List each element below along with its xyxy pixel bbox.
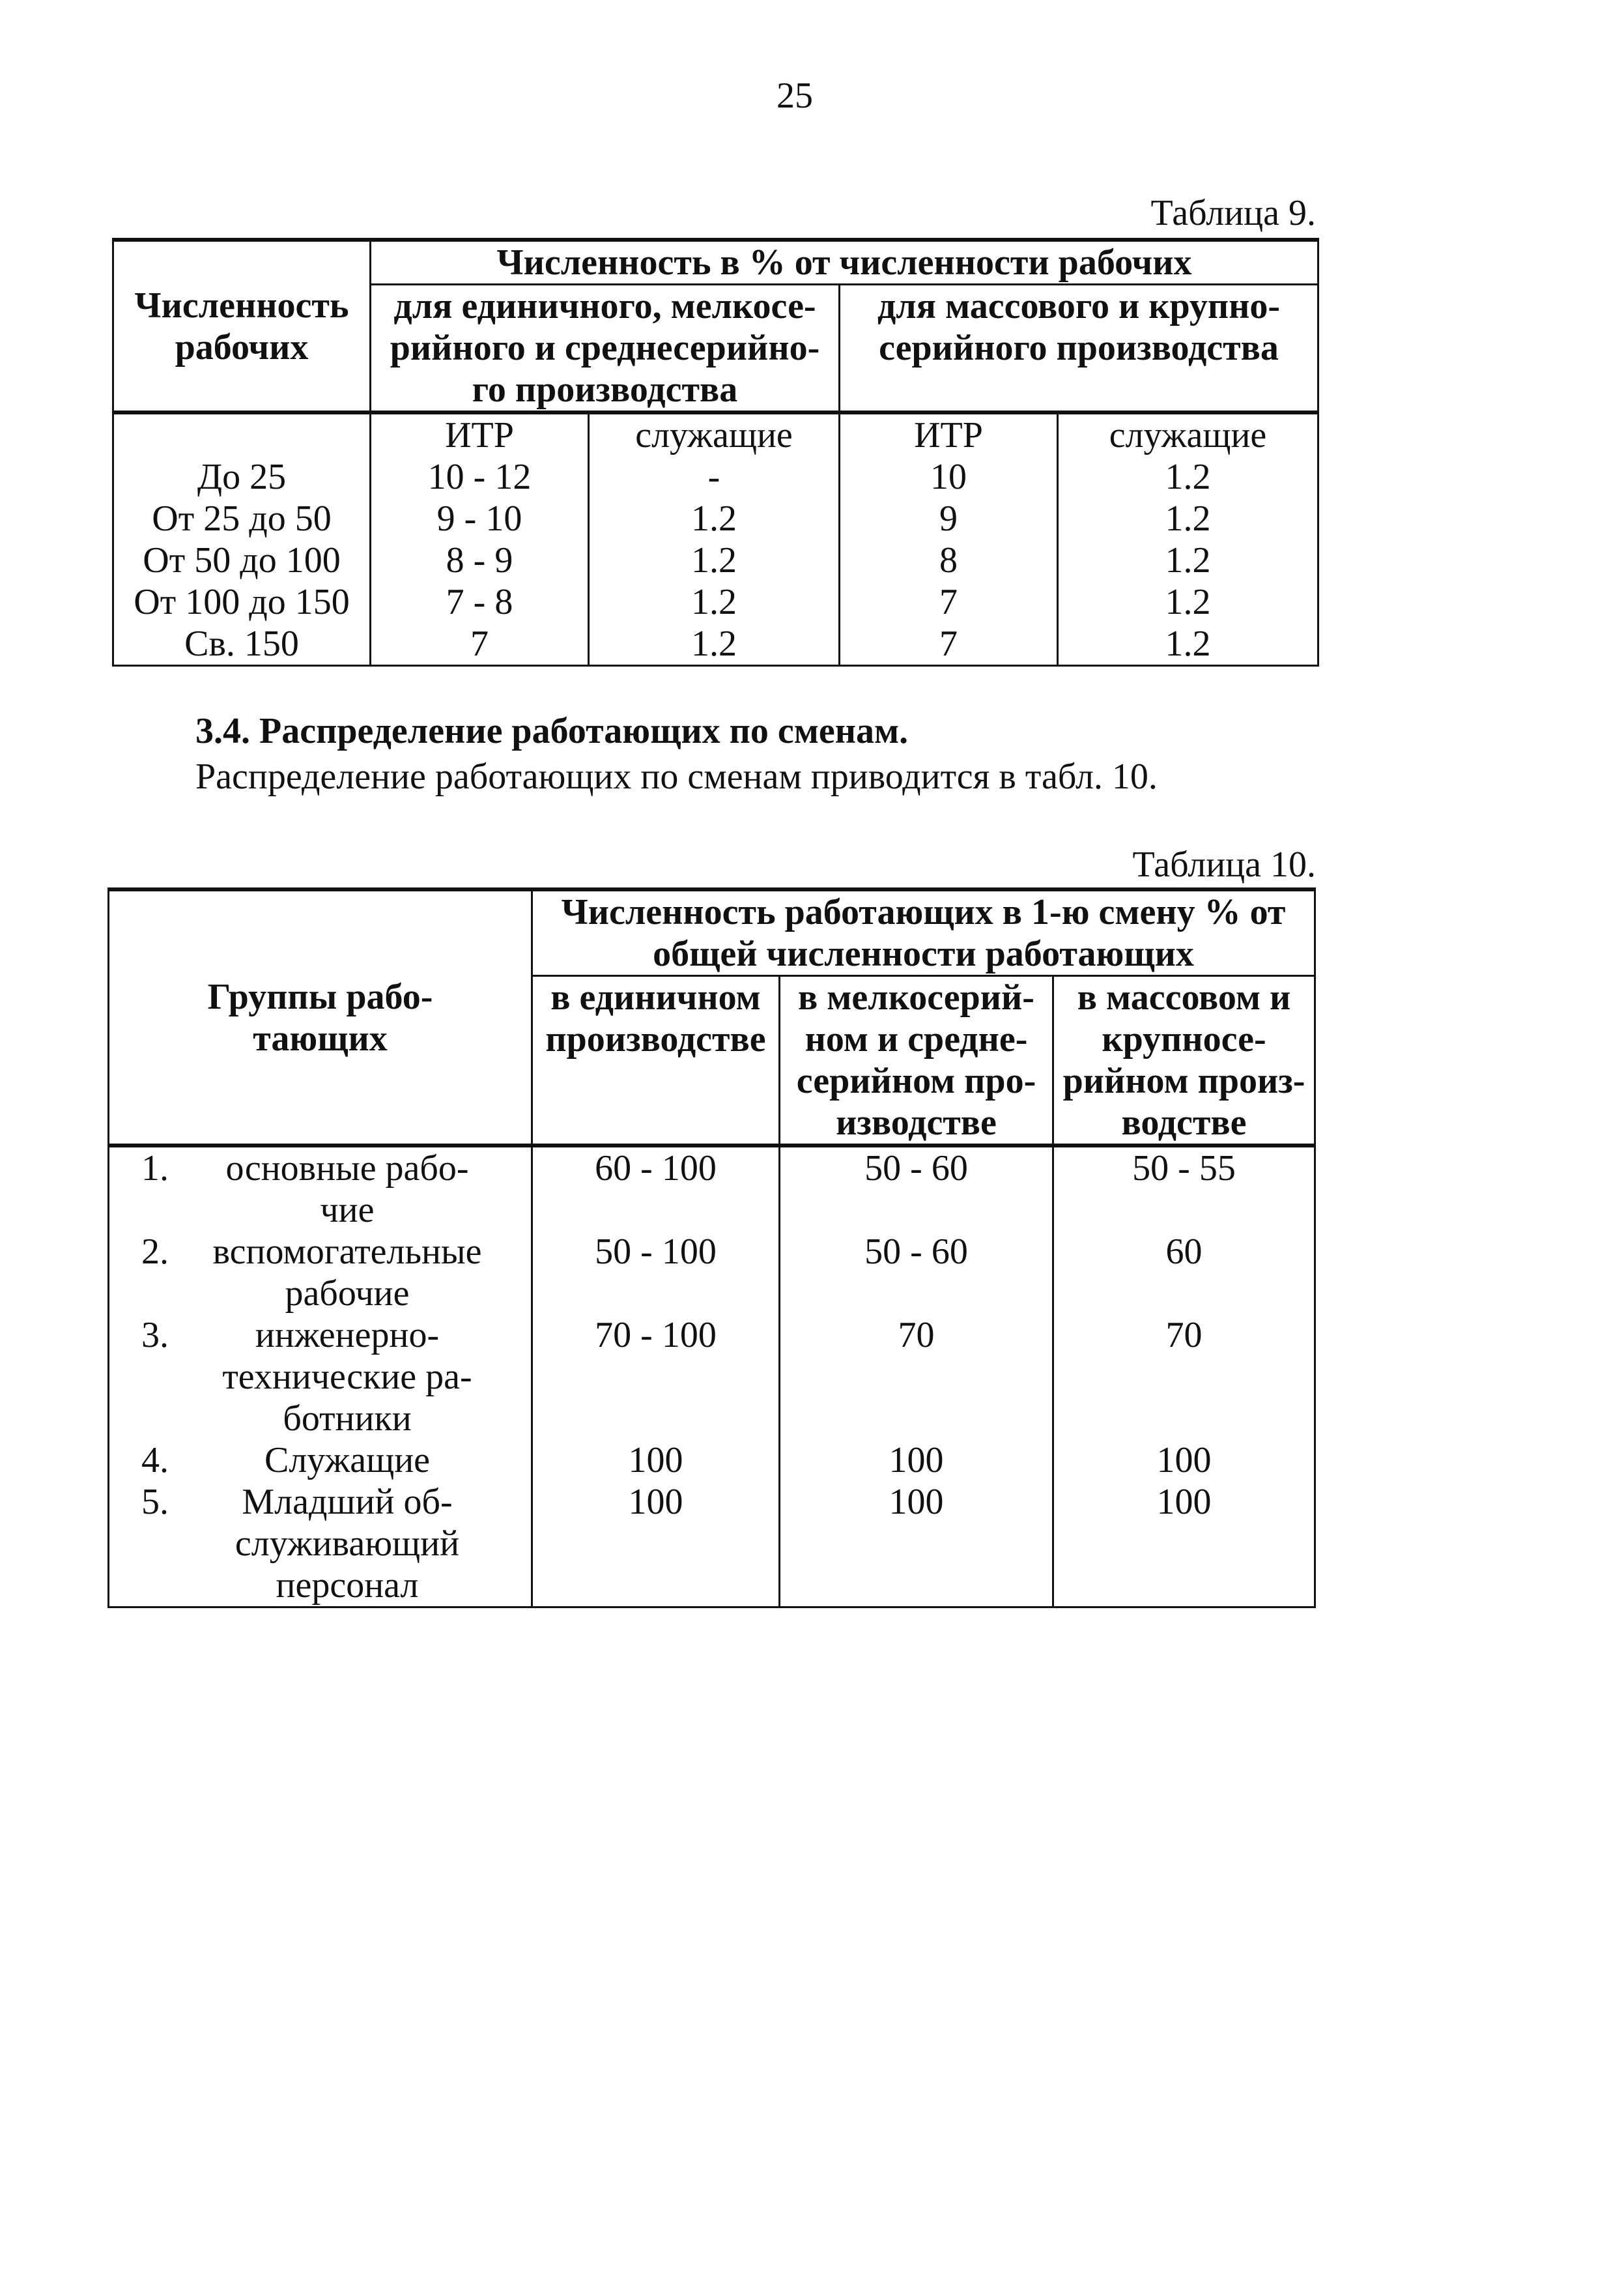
t10-header-groups-line-1: Группы рабо- — [207, 976, 433, 1017]
t9-header-single-line-1: для единичного, мелкосе- — [393, 286, 816, 326]
t10-cell-mass: 100 — [1053, 1439, 1315, 1481]
t10-row-number: 4. — [141, 1440, 169, 1480]
t9-row-label: До 25 — [113, 456, 371, 498]
t10-row — [109, 1231, 1315, 1314]
t10-header-small-medium — [780, 976, 1053, 1146]
t9-cell-employees-b: 1.2 — [1058, 623, 1318, 666]
t9-col-itr-b: ИТР — [840, 412, 1058, 456]
t10-row-group — [109, 1439, 532, 1481]
t9-cell-employees-a: 1.2 — [589, 623, 840, 666]
section-text: Распределение работающих по сменам приводится в табл. 10. — [195, 756, 1158, 797]
t10-row-number: 1. — [141, 1148, 169, 1189]
t10-header-mass-line-1: в массовом и — [1077, 977, 1291, 1018]
t10-row-group — [109, 1146, 532, 1231]
t9-row — [113, 498, 1318, 540]
t10-row-group-line: рабочие — [285, 1273, 410, 1314]
table-9 — [112, 238, 1319, 667]
t9-cell-employees-b: 1.2 — [1058, 456, 1318, 498]
t9-cell-employees-a: - — [589, 456, 840, 498]
t10-cell-mass: 60 — [1053, 1231, 1315, 1314]
t9-cell-employees-a: 1.2 — [589, 581, 840, 623]
t10-header-single-line-2: производстве — [545, 1019, 766, 1059]
t10-cell-single: 70 - 100 — [532, 1314, 780, 1439]
t9-cell-itr-a: 7 — [371, 623, 589, 666]
t9-header-workers-text: Численность рабочих — [134, 285, 349, 367]
t9-header-mass-line-2: серийного производства — [879, 328, 1279, 368]
t10-cell-single: 50 - 100 — [532, 1231, 780, 1314]
t10-row-group-line: чие — [320, 1190, 375, 1230]
t10-row-group-line: вспомогательные — [212, 1232, 482, 1272]
t10-cell-small-medium: 50 - 60 — [780, 1231, 1053, 1314]
t10-header-mass — [1053, 976, 1315, 1146]
t9-empty-label-cell — [113, 412, 371, 456]
t10-cell-small-medium: 100 — [780, 1439, 1053, 1481]
t9-row — [113, 623, 1318, 666]
t9-header-single-line-2: рийного и среднесерийно- — [390, 328, 820, 368]
t10-header-groups-line-2: тающих — [253, 1018, 388, 1059]
table-10-caption: Таблица 10. — [1132, 844, 1316, 885]
t9-col-itr-a: ИТР — [371, 412, 589, 456]
t10-header-mass-line-2: крупносе- — [1102, 1019, 1266, 1059]
t10-row-group-line: технические ра- — [222, 1357, 472, 1397]
t9-cell-itr-b: 10 — [840, 456, 1058, 498]
t10-cell-single: 60 - 100 — [532, 1146, 780, 1231]
t10-row — [109, 1481, 1315, 1607]
t9-cell-employees-a: 1.2 — [589, 540, 840, 581]
t9-row — [113, 540, 1318, 581]
t10-cell-mass: 70 — [1053, 1314, 1315, 1439]
t9-row-label: От 100 до 150 — [113, 581, 371, 623]
t9-cell-itr-a: 8 - 9 — [371, 540, 589, 581]
t10-row-group-line: Служащие — [264, 1440, 431, 1480]
t10-cell-small-medium: 50 - 60 — [780, 1146, 1053, 1231]
t9-row-label: От 25 до 50 — [113, 498, 371, 540]
t9-header-mass-series — [840, 285, 1318, 413]
t9-cell-itr-b: 8 — [840, 540, 1058, 581]
t10-cell-mass: 100 — [1053, 1481, 1315, 1607]
t9-header-mass-line-1: для массового и крупно- — [877, 286, 1281, 326]
table-10 — [107, 887, 1316, 1608]
t9-header-single-series — [371, 285, 840, 413]
t10-row-group — [109, 1481, 532, 1607]
t10-header-mass-line-3: рийном произ- — [1062, 1061, 1305, 1101]
t10-header-mass-line-4: водстве — [1121, 1102, 1247, 1143]
t9-cell-employees-a: 1.2 — [589, 498, 840, 540]
t9-cell-employees-b: 1.2 — [1058, 498, 1318, 540]
t10-row — [109, 1314, 1315, 1439]
t10-row-group — [109, 1231, 532, 1314]
t10-cell-small-medium: 70 — [780, 1314, 1053, 1439]
t9-header-single-line-3: го производства — [472, 369, 738, 410]
t10-cell-single: 100 — [532, 1481, 780, 1607]
t10-header-small-medium-line-3: серийном про- — [796, 1061, 1036, 1101]
t10-cell-small-medium: 100 — [780, 1481, 1053, 1607]
t10-row-number: 2. — [141, 1232, 169, 1272]
t10-row — [109, 1146, 1315, 1231]
t10-row-group-line: основные рабо- — [225, 1148, 469, 1189]
t10-header-small-medium-line-1: в мелкосерий- — [798, 977, 1034, 1018]
t9-cell-itr-b: 7 — [840, 623, 1058, 666]
t10-header-single — [532, 976, 780, 1146]
t10-row — [109, 1439, 1315, 1481]
t10-row-group-line: служивающий — [235, 1523, 460, 1564]
t10-row-group-line: инженерно- — [255, 1315, 440, 1355]
t9-cell-itr-a: 10 - 12 — [371, 456, 589, 498]
t10-cell-single: 100 — [532, 1439, 780, 1481]
t9-row — [113, 456, 1318, 498]
t10-row-number: 3. — [141, 1315, 169, 1355]
t9-cell-itr-b: 9 — [840, 498, 1058, 540]
table-9-caption: Таблица 9. — [1150, 193, 1316, 233]
t9-row-label: От 50 до 100 — [113, 540, 371, 581]
t10-header-group — [532, 889, 1315, 976]
t10-header-small-medium-line-2: ном и средне- — [805, 1019, 1028, 1059]
t9-row — [113, 581, 1318, 623]
t10-header-small-medium-line-4: изводстве — [836, 1102, 997, 1143]
t9-row-label: Св. 150 — [113, 623, 371, 666]
t10-row-group — [109, 1314, 532, 1439]
section-heading: 3.4. Распределение работающих по сменам. — [195, 711, 909, 751]
t10-row-group-line: Младший об- — [242, 1482, 453, 1522]
t10-header-group-line-1: Численность работающих в 1-ю смену % от — [561, 892, 1286, 932]
t9-cell-employees-b: 1.2 — [1058, 581, 1318, 623]
t10-header-groups — [109, 889, 532, 1146]
t9-cell-itr-a: 7 - 8 — [371, 581, 589, 623]
t10-row-group-line: персонал — [276, 1565, 419, 1606]
t10-header-group-line-2: общей численности работающих — [653, 934, 1194, 974]
t9-col-employees-a: служащие — [589, 412, 840, 456]
t10-row-group-line: ботники — [283, 1398, 412, 1439]
t9-header-group: Численность в % от численности рабочих — [371, 240, 1318, 285]
t10-header-single-line-1: в единичном — [550, 977, 761, 1018]
t9-cell-employees-b: 1.2 — [1058, 540, 1318, 581]
t9-cell-itr-b: 7 — [840, 581, 1058, 623]
t9-col-employees-b: служащие — [1058, 412, 1318, 456]
t9-cell-itr-a: 9 - 10 — [371, 498, 589, 540]
t9-header-workers — [113, 240, 371, 412]
page-number: 25 — [776, 76, 813, 116]
t10-row-number: 5. — [141, 1482, 169, 1522]
t10-cell-mass: 50 - 55 — [1053, 1146, 1315, 1231]
